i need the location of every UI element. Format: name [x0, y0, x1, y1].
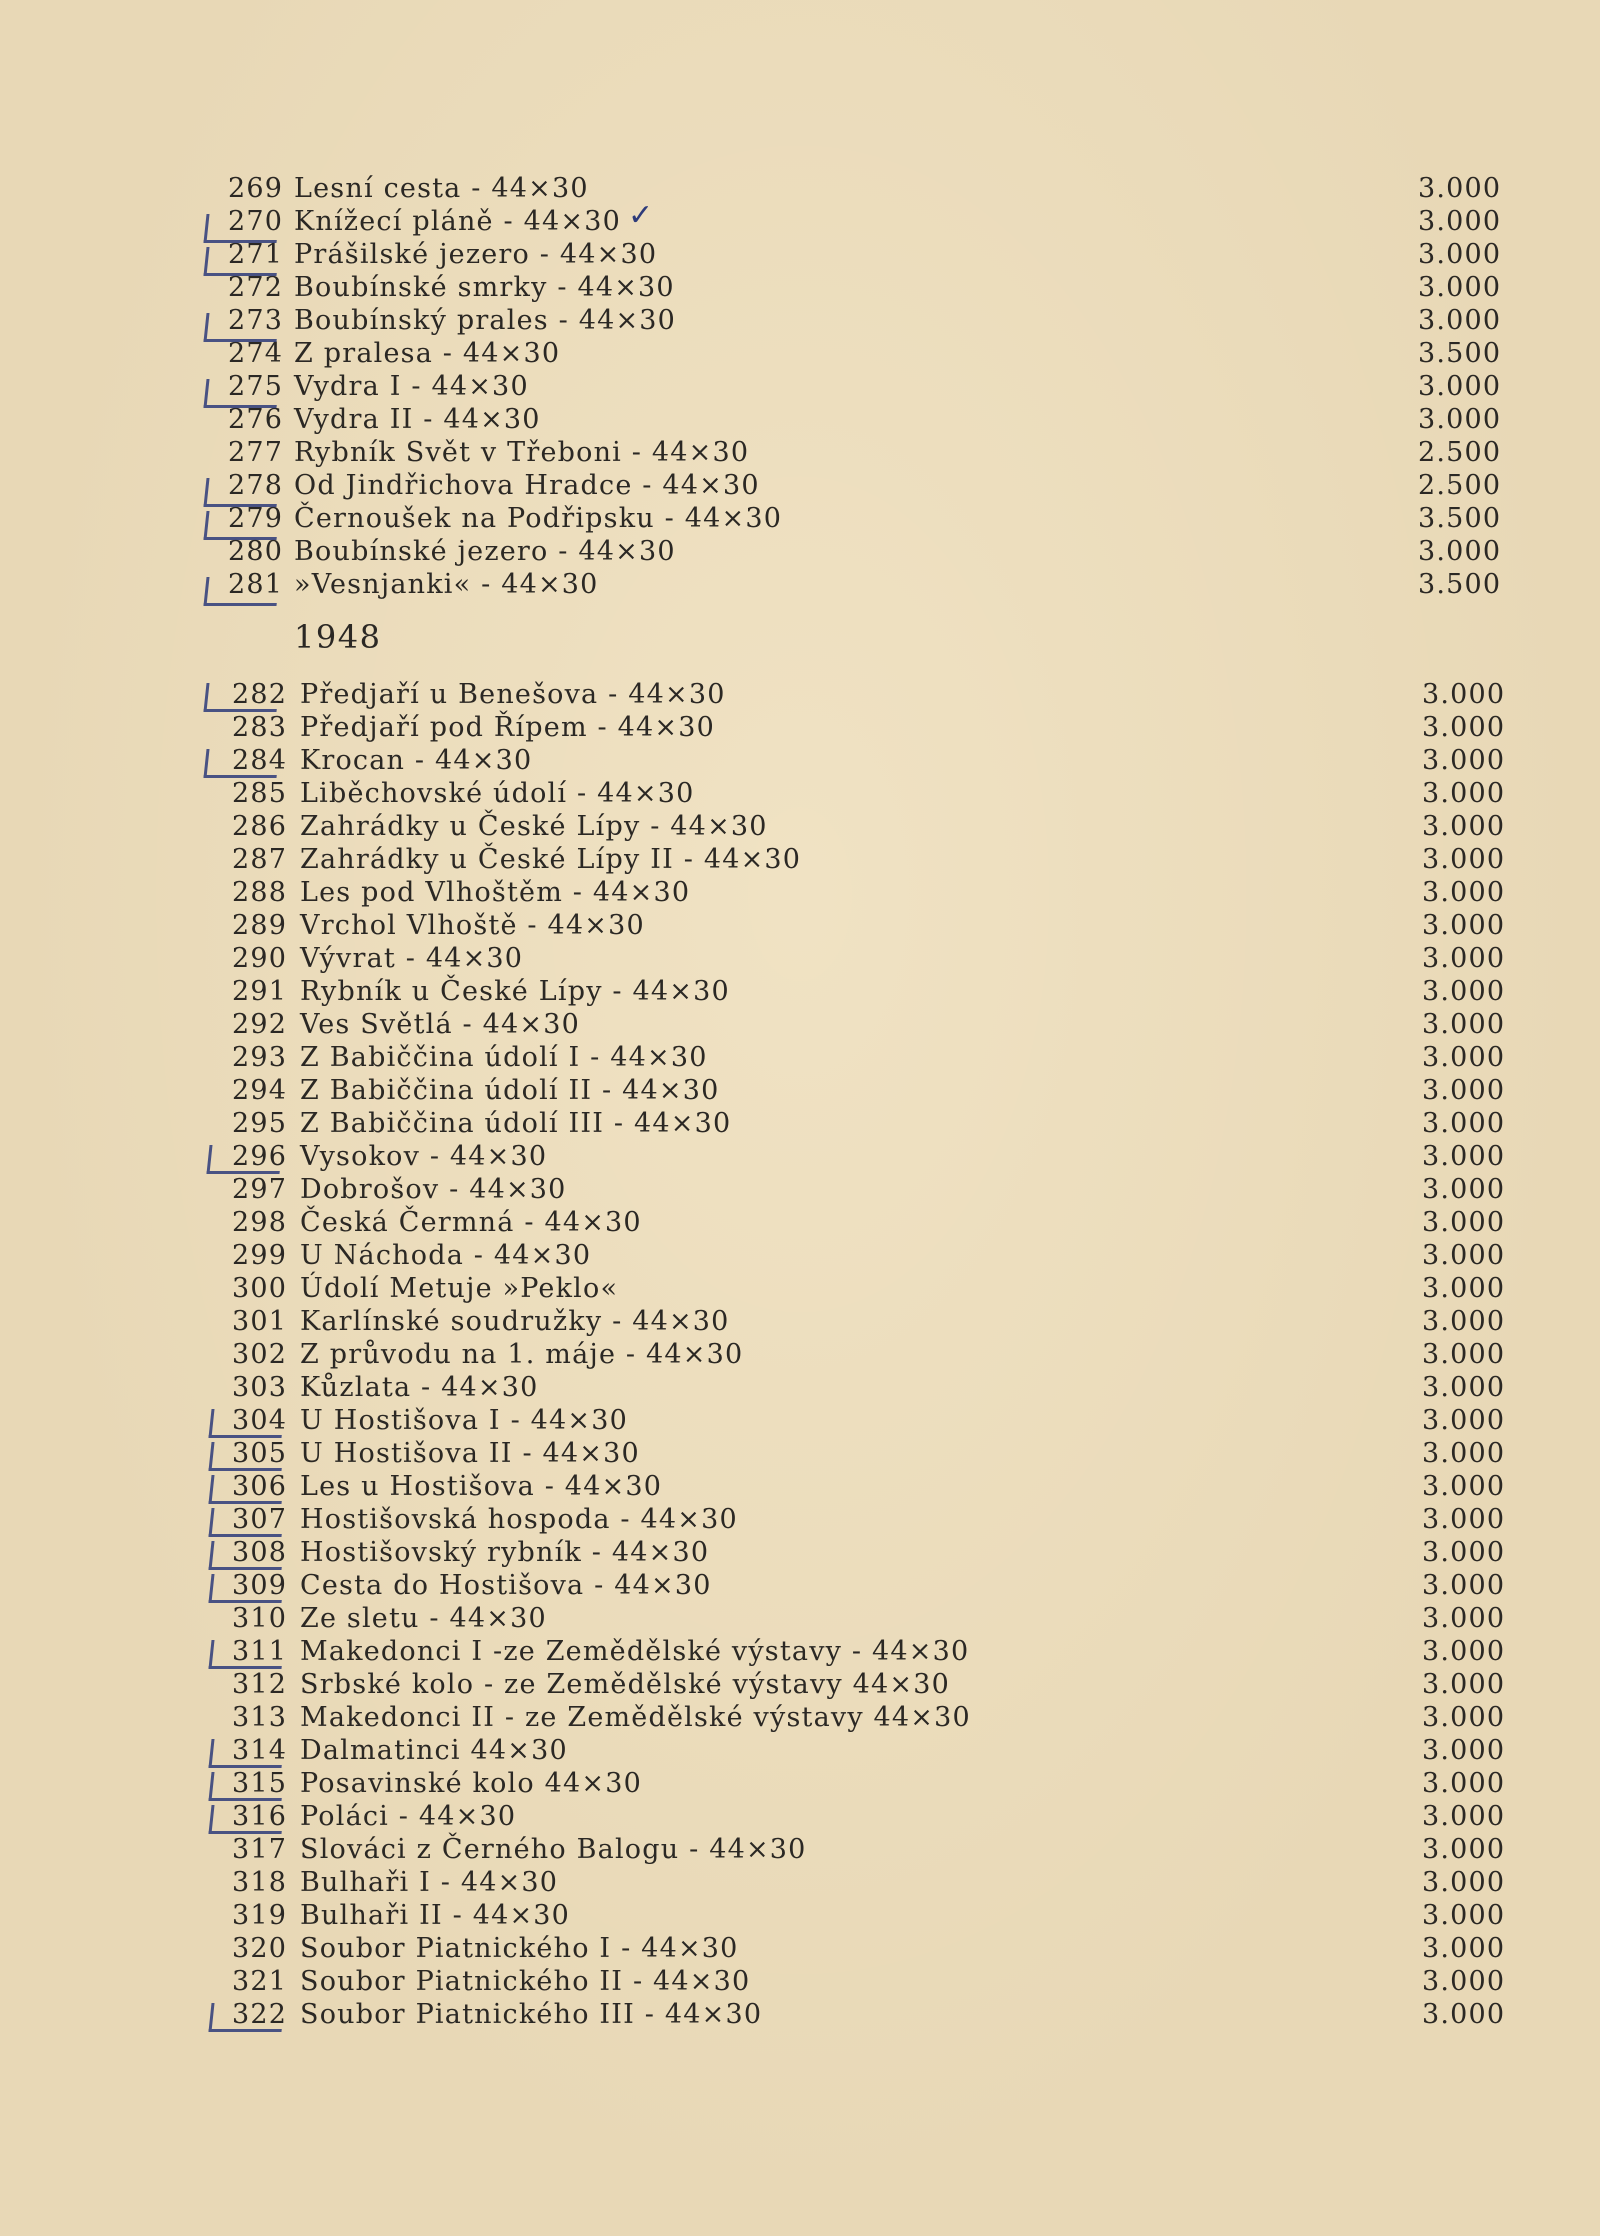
item-price: 3.000 [1422, 1075, 1506, 1106]
item-title: Krocan - 44×30 [300, 745, 533, 776]
pen-mark [208, 1409, 284, 1438]
item-number: 294 [232, 1075, 288, 1106]
pen-mark [203, 749, 279, 778]
item-title: Soubor Piatnického I - 44×30 [300, 1933, 739, 1964]
pen-mark [203, 511, 279, 540]
item-title: Makedonci II - ze Zemědělské výstavy 44×30 [300, 1702, 971, 1733]
pen-mark [203, 379, 279, 408]
item-price: 3.000 [1422, 1801, 1506, 1832]
item-number: 276 [228, 404, 284, 435]
item-title: Rybník u České Lípy - 44×30 [300, 976, 730, 1007]
list-item [0, 1305, 1600, 1338]
item-price: 3.000 [1422, 1009, 1506, 1040]
list-item [0, 1833, 1600, 1866]
item-title: Z průvodu na 1. máje - 44×30 [300, 1339, 744, 1370]
list-item [0, 1008, 1600, 1041]
item-title: Hostišovský rybník - 44×30 [300, 1537, 710, 1568]
item-title: Karlínské soudružky - 44×30 [300, 1306, 730, 1337]
item-price: 3.000 [1422, 1141, 1506, 1172]
item-title: Z Babiččina údolí III - 44×30 [300, 1108, 732, 1139]
item-price: 3.000 [1422, 1933, 1506, 1964]
item-number: 283 [232, 712, 288, 743]
item-title: Vrchol Vlhoště - 44×30 [300, 910, 645, 941]
item-number: 274 [228, 338, 284, 369]
list-item [0, 777, 1600, 810]
item-price: 3.000 [1422, 1438, 1506, 1469]
item-number: 299 [232, 1240, 288, 1271]
item-price: 3.000 [1422, 1207, 1506, 1238]
item-title: Knížecí pláně - 44×30 [294, 206, 621, 237]
item-title: Česká Čermná - 44×30 [300, 1207, 642, 1238]
item-price: 3.000 [1422, 1273, 1506, 1304]
item-title: Dobrošov - 44×30 [300, 1174, 567, 1205]
item-number: 270 [228, 206, 284, 237]
item-number: 320 [232, 1933, 288, 1964]
list-item [0, 810, 1600, 843]
item-price: 3.000 [1422, 1042, 1506, 1073]
pen-mark [208, 1508, 284, 1537]
item-title: »Vesnjanki« - 44×30 [294, 569, 599, 600]
list-item [0, 1338, 1600, 1371]
item-number: 303 [232, 1372, 288, 1403]
item-number: 306 [232, 1471, 288, 1502]
item-number: 272 [228, 272, 284, 303]
item-title: Zahrádky u České Lípy II - 44×30 [300, 844, 802, 875]
item-title: Ze sletu - 44×30 [300, 1603, 547, 1634]
item-price: 3.000 [1418, 305, 1502, 336]
item-title: Boubínské smrky - 44×30 [294, 272, 675, 303]
item-title: Poláci - 44×30 [300, 1801, 517, 1832]
item-title: Bulhaři I - 44×30 [300, 1867, 559, 1898]
pen-mark [208, 1805, 284, 1834]
item-number: 291 [232, 976, 288, 1007]
item-number: 313 [232, 1702, 288, 1733]
item-number: 304 [232, 1405, 288, 1436]
item-title: Lesní cesta - 44×30 [294, 173, 589, 204]
item-price: 3.500 [1418, 503, 1502, 534]
pen-mark [208, 2003, 284, 2032]
item-price: 3.000 [1422, 1570, 1506, 1601]
item-price: 3.500 [1418, 338, 1502, 369]
item-number: 269 [228, 173, 284, 204]
item-number: 311 [232, 1636, 288, 1667]
item-number: 292 [232, 1009, 288, 1040]
item-price: 3.000 [1422, 1471, 1506, 1502]
item-price: 3.000 [1418, 371, 1502, 402]
item-title: Bulhaři II - 44×30 [300, 1900, 571, 1931]
item-title: Soubor Piatnického III - 44×30 [300, 1999, 763, 2030]
item-price: 3.000 [1422, 1900, 1506, 1931]
item-number: 271 [228, 239, 284, 270]
item-number: 301 [232, 1306, 288, 1337]
item-title: Od Jindřichova Hradce - 44×30 [294, 470, 760, 501]
item-title: Posavinské kolo 44×30 [300, 1768, 642, 1799]
list-item [0, 876, 1600, 909]
item-price: 3.000 [1422, 1405, 1506, 1436]
item-number: 287 [232, 844, 288, 875]
item-price: 2.500 [1418, 470, 1502, 501]
item-price: 3.000 [1422, 1636, 1506, 1667]
item-title: Vydra I - 44×30 [294, 371, 529, 402]
item-title: Les pod Vlhoštěm - 44×30 [300, 877, 691, 908]
list-item [0, 1668, 1600, 1701]
item-price: 3.000 [1422, 1603, 1506, 1634]
pen-mark [208, 1475, 284, 1504]
pen-mark [203, 247, 279, 276]
item-title: Vývrat - 44×30 [300, 943, 524, 974]
pen-mark [203, 577, 279, 606]
pen-mark [208, 1442, 284, 1471]
item-title: Z pralesa - 44×30 [294, 338, 561, 369]
item-price: 3.000 [1418, 272, 1502, 303]
list-item [0, 711, 1600, 744]
item-number: 278 [228, 470, 284, 501]
list-item [0, 843, 1600, 876]
item-price: 3.000 [1418, 239, 1502, 270]
item-title: Zahrádky u České Lípy - 44×30 [300, 811, 768, 842]
item-number: 318 [232, 1867, 288, 1898]
item-price: 3.000 [1422, 844, 1506, 875]
item-price: 3.000 [1422, 877, 1506, 908]
item-title: Boubínské jezero - 44×30 [294, 536, 676, 567]
item-title: Les u Hostišova - 44×30 [300, 1471, 663, 1502]
pen-mark [203, 683, 279, 712]
item-price: 3.000 [1422, 943, 1506, 974]
list-item [0, 172, 1600, 205]
item-price: 3.000 [1422, 1174, 1506, 1205]
pen-mark [208, 1541, 284, 1570]
item-price: 3.000 [1422, 1339, 1506, 1370]
item-number: 277 [228, 437, 284, 468]
item-title: Ves Světlá - 44×30 [300, 1009, 580, 1040]
list-item [0, 1206, 1600, 1239]
item-title: Srbské kolo - ze Zemědělské výstavy 44×30 [300, 1669, 950, 1700]
item-price: 3.000 [1422, 745, 1506, 776]
item-number: 322 [232, 1999, 288, 2030]
item-number: 321 [232, 1966, 288, 1997]
item-price: 3.000 [1422, 1537, 1506, 1568]
item-price: 3.000 [1422, 910, 1506, 941]
item-price: 3.000 [1418, 404, 1502, 435]
item-title: Vydra II - 44×30 [294, 404, 541, 435]
item-price: 3.000 [1422, 1768, 1506, 1799]
item-title: Slováci z Černého Balogu - 44×30 [300, 1834, 807, 1865]
item-price: 3.000 [1422, 1108, 1506, 1139]
list-item [0, 975, 1600, 1008]
item-title: U Hostišova II - 44×30 [300, 1438, 640, 1469]
item-title: Hostišovská hospoda - 44×30 [300, 1504, 738, 1535]
item-number: 300 [232, 1273, 288, 1304]
item-price: 3.000 [1422, 976, 1506, 1007]
item-title: Liběchovské údolí - 44×30 [300, 778, 695, 809]
item-title: Z Babiččina údolí II - 44×30 [300, 1075, 720, 1106]
item-title: Předjaří u Benešova - 44×30 [300, 679, 726, 710]
list-item [0, 436, 1600, 469]
item-title: Dalmatinci 44×30 [300, 1735, 568, 1766]
item-title: Makedonci I -ze Zemědělské výstavy - 44×30 [300, 1636, 970, 1667]
pen-mark [208, 1772, 284, 1801]
item-price: 3.000 [1422, 1669, 1506, 1700]
pen-mark [203, 478, 279, 507]
item-number: 309 [232, 1570, 288, 1601]
list-item [0, 1239, 1600, 1272]
list-item [0, 1965, 1600, 1998]
item-number: 280 [228, 536, 284, 567]
item-price: 3.000 [1422, 1372, 1506, 1403]
item-price: 3.000 [1418, 206, 1502, 237]
item-number: 293 [232, 1042, 288, 1073]
item-title: U Hostišova I - 44×30 [300, 1405, 629, 1436]
item-title: Cesta do Hostišova - 44×30 [300, 1570, 712, 1601]
item-number: 284 [232, 745, 288, 776]
list-item [0, 1701, 1600, 1734]
list-item [0, 1932, 1600, 1965]
item-price: 3.000 [1418, 173, 1502, 204]
item-price: 3.000 [1422, 1306, 1506, 1337]
item-price: 2.500 [1418, 437, 1502, 468]
pen-mark [203, 214, 279, 243]
check-mark-icon: ✓ [628, 198, 654, 233]
item-title: Údolí Metuje »Peklo« [300, 1273, 619, 1304]
item-price: 3.000 [1422, 679, 1506, 710]
item-price: 3.000 [1418, 536, 1502, 567]
list-item [0, 1602, 1600, 1635]
item-number: 302 [232, 1339, 288, 1370]
item-title: Vysokov - 44×30 [300, 1141, 548, 1172]
item-price: 3.000 [1422, 1702, 1506, 1733]
item-price: 3.000 [1422, 1867, 1506, 1898]
item-number: 310 [232, 1603, 288, 1634]
item-title: Rybník Svět v Třeboni - 44×30 [294, 437, 750, 468]
item-title: Soubor Piatnického II - 44×30 [300, 1966, 751, 1997]
year-heading: 1948 [294, 618, 382, 656]
pen-mark [208, 1574, 284, 1603]
item-number: 289 [232, 910, 288, 941]
list-item [0, 1041, 1600, 1074]
list-item [0, 909, 1600, 942]
item-price: 3.000 [1422, 811, 1506, 842]
list-item [0, 1866, 1600, 1899]
item-title: Z Babiččina údolí I - 44×30 [300, 1042, 708, 1073]
item-number: 314 [232, 1735, 288, 1766]
list-item [0, 1074, 1600, 1107]
list-item [0, 1371, 1600, 1404]
pen-mark [208, 1739, 284, 1768]
item-price: 3.000 [1422, 778, 1506, 809]
item-price: 3.000 [1422, 1999, 1506, 2030]
list-item [0, 1899, 1600, 1932]
item-number: 298 [232, 1207, 288, 1238]
item-number: 316 [232, 1801, 288, 1832]
item-number: 273 [228, 305, 284, 336]
item-number: 296 [232, 1141, 288, 1172]
item-number: 288 [232, 877, 288, 908]
list-item [0, 1173, 1600, 1206]
item-number: 286 [232, 811, 288, 842]
item-price: 3.000 [1422, 1735, 1506, 1766]
item-title: Kůzlata - 44×30 [300, 1372, 539, 1403]
pen-mark [208, 1640, 284, 1669]
item-number: 317 [232, 1834, 288, 1865]
item-price: 3.000 [1422, 1834, 1506, 1865]
item-number: 315 [232, 1768, 288, 1799]
item-title: Černoušek na Podřipsku - 44×30 [294, 503, 783, 534]
item-number: 295 [232, 1108, 288, 1139]
item-number: 290 [232, 943, 288, 974]
item-price: 3.000 [1422, 1240, 1506, 1271]
list-item [0, 1107, 1600, 1140]
item-title: Předjaří pod Řípem - 44×30 [300, 712, 715, 743]
item-number: 275 [228, 371, 284, 402]
item-number: 297 [232, 1174, 288, 1205]
item-number: 281 [228, 569, 284, 600]
item-title: Boubínský prales - 44×30 [294, 305, 677, 336]
item-price: 3.000 [1422, 1504, 1506, 1535]
item-number: 285 [232, 778, 288, 809]
item-price: 3.000 [1422, 1966, 1506, 1997]
item-price: 3.500 [1418, 569, 1502, 600]
pen-mark [206, 1145, 282, 1174]
list-item [0, 1272, 1600, 1305]
list-item [0, 942, 1600, 975]
item-price: 3.000 [1422, 712, 1506, 743]
item-number: 312 [232, 1669, 288, 1700]
pen-mark [203, 313, 279, 342]
item-title: Prášilské jezero - 44×30 [294, 239, 658, 270]
item-number: 308 [232, 1537, 288, 1568]
item-title: U Náchoda - 44×30 [300, 1240, 592, 1271]
item-number: 282 [232, 679, 288, 710]
item-number: 279 [228, 503, 284, 534]
item-number: 307 [232, 1504, 288, 1535]
item-number: 319 [232, 1900, 288, 1931]
item-number: 305 [232, 1438, 288, 1469]
